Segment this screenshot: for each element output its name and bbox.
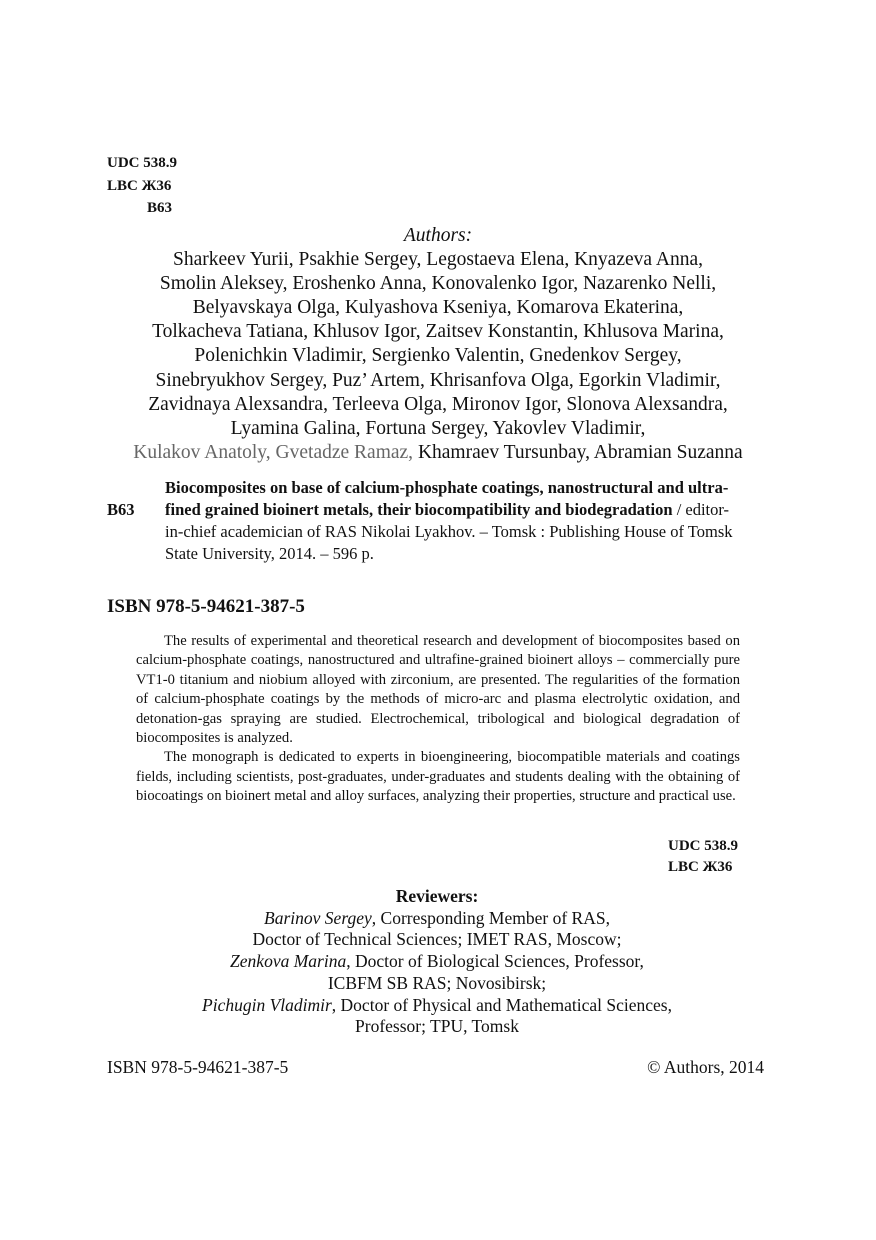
authors-line bbox=[100, 441, 776, 465]
authors-block bbox=[100, 224, 776, 465]
authors-line: Tolkacheva Tatiana, Khlusov Igor, Zaitsev Konstantin, Khlusova Marina, bbox=[152, 321, 724, 343]
reviewer-affiliation: Professor; TPU, Tomsk bbox=[355, 1016, 519, 1037]
reviewer-name: Zenkova Marina bbox=[230, 951, 347, 972]
udc-code: UDC 538.9 bbox=[668, 838, 738, 854]
reviewer-line bbox=[100, 908, 774, 930]
authors-line: Zavidnaya Alexsandra, Terleeva Olga, Mironov Igor, Slonova Alexsandra, bbox=[148, 393, 728, 415]
bibliographic-entry bbox=[107, 477, 745, 565]
reviewers-block bbox=[100, 886, 774, 1038]
book-details: / editor-in-chief academician of RAS Nikolai Lyakhov. – Tomsk : Publishing House of Tomsk State University, 2014. – 596 p. bbox=[165, 500, 733, 563]
authors-line: Lyamina Galina, Fortuna Sergey, Yakovlev Vladimir, bbox=[230, 417, 646, 439]
authors-line: Sharkeev Yurii, Psakhie Sergey, Legostaeva Elena, Knyazeva Anna, bbox=[173, 249, 703, 271]
footer-isbn: ISBN 978-5-94621-387-5 bbox=[107, 1057, 289, 1077]
udc-classification-top bbox=[107, 152, 177, 220]
isbn-heading: ISBN 978-5-94621-387-5 bbox=[107, 596, 305, 617]
authors-line: Smolin Aleksey, Eroshenko Anna, Konovalenko Igor, Nazarenko Nelli, bbox=[159, 273, 717, 295]
reviewer-line bbox=[100, 951, 774, 973]
authors-line: Sinebryukhov Sergey, Puz’ Artem, Khrisanfova Olga, Egorkin Vladimir, bbox=[155, 369, 721, 391]
authors-rest: Khamraev Tursunbay, Abramian Suzanna bbox=[413, 441, 743, 463]
reviewer-affiliation: ICBFM SB RAS; Novosibirsk; bbox=[327, 972, 547, 993]
reviewer-title: , Doctor of Biological Sciences, Professor, bbox=[346, 951, 644, 972]
abstract-paragraph: The results of experimental and theoretical research and development of biocomposites based on calcium-phosphate coatings, nanostructured and ultrafine-grained bioinert alloys – commercially pure VT1-0 titanium and niobium alloyed with zirconium, are presented. The regularities of the formation of calcium-phosphate coatings by the methods of micro-arc and plasma electrolytic oxidation, and detonation-gas spraying are studied. Electrochemical, tribological and biological degradation of biocomposites is analyzed. bbox=[136, 633, 740, 747]
udc-code: UDC 538.9 bbox=[107, 155, 177, 171]
lbc-code: LBC Ж36 bbox=[668, 859, 733, 875]
reviewers-heading: Reviewers: bbox=[395, 886, 479, 906]
reviewer-title: , Corresponding Member of RAS, bbox=[371, 907, 610, 928]
footer-copyright: © Authors, 2014 bbox=[647, 1057, 764, 1077]
udc-classification-bottom bbox=[668, 836, 738, 878]
reviewer-name: Barinov Sergey bbox=[264, 907, 372, 928]
lbc-code: LBC Ж36 bbox=[107, 177, 172, 194]
author-mark: B63 bbox=[147, 200, 173, 216]
abstract-paragraph: The monograph is dedicated to experts in bioengineering, biocompatible materials and coatings fields, including scientists, post-graduates, under-graduates and students dealing with the obtaining of biocoatings on bioinert metal and alloy surfaces, analyzing their properties, structure and practical use. bbox=[136, 749, 740, 805]
reviewer-name: Pichugin Vladimir bbox=[202, 994, 332, 1015]
authors-heading: Authors: bbox=[403, 225, 473, 246]
abstract bbox=[136, 632, 740, 807]
book-code: B63 bbox=[107, 500, 135, 519]
authors-line: Polenichkin Vladimir, Sergienko Valentin, Gnedenkov Sergey, bbox=[194, 345, 682, 367]
book-title: Biocomposites on base of calcium-phosphate coatings, nanostructural and ultra-fined grained bioinert metals, their biocompatibility and biodegradation bbox=[165, 478, 729, 519]
reviewer-line bbox=[100, 995, 774, 1017]
reviewer-title: , Doctor of Physical and Mathematical Sciences, bbox=[331, 994, 672, 1015]
authors-line: Belyavskaya Olga, Kulyashova Kseniya, Komarova Ekaterina, bbox=[192, 297, 684, 319]
reviewer-affiliation: Doctor of Technical Sciences; IMET RAS, Moscow; bbox=[252, 929, 622, 950]
authors-gray: Kulakov Anatoly, Gvetadze Ramaz, bbox=[133, 441, 414, 463]
